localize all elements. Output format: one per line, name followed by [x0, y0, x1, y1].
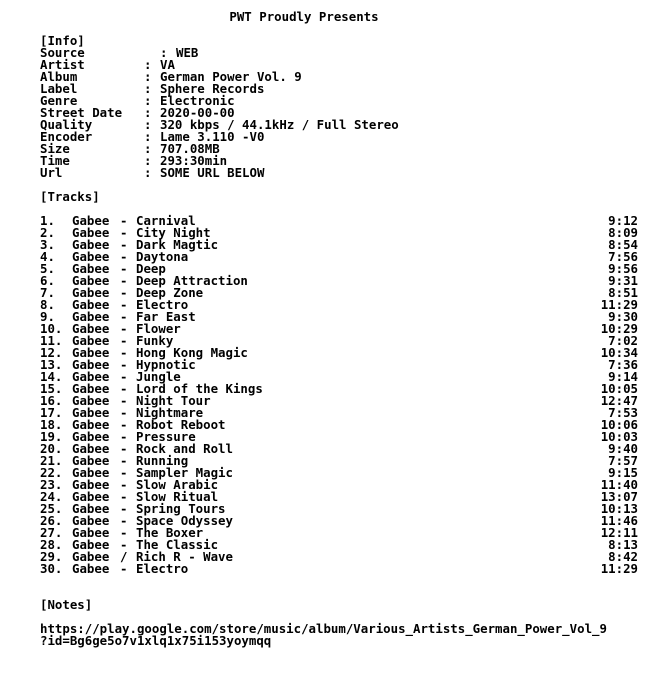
track-title: Rock and Roll [136, 441, 233, 456]
track-number: 30. [40, 561, 63, 576]
track-title: Hong Kong Magic [136, 345, 248, 360]
track-title: Rich R - Wave [136, 549, 233, 564]
track-separator: - [120, 417, 128, 432]
track-title: Dark Magtic [136, 237, 219, 252]
track-number: 1. [40, 213, 55, 228]
track-separator: - [120, 489, 128, 504]
track-artist: Gabee [72, 333, 110, 348]
track-artist: Gabee [72, 237, 110, 252]
track-artist: Gabee [72, 489, 110, 504]
track-separator: - [120, 249, 128, 264]
track-number: 8. [40, 297, 55, 312]
track-number: 10. [40, 321, 63, 336]
track-duration: 11:46 [600, 513, 638, 528]
track-artist: Gabee [72, 249, 110, 264]
track-title: Daytona [136, 249, 189, 264]
track-separator: - [120, 285, 128, 300]
track-artist: Gabee [72, 225, 110, 240]
track-separator: - [120, 393, 128, 408]
track-number: 28. [40, 537, 63, 552]
track-title: Jungle [136, 369, 181, 384]
track-separator: - [120, 321, 128, 336]
track-title: Deep Attraction [136, 273, 248, 288]
track-duration: 7:56 [608, 249, 638, 264]
track-artist: Gabee [72, 465, 110, 480]
track-duration: 12:47 [600, 393, 638, 408]
info-field-value: 293:30min [160, 153, 228, 168]
track-title: Robot Reboot [136, 417, 226, 432]
track-artist: Gabee [72, 321, 110, 336]
info-section-label: [Info] [40, 33, 85, 48]
track-title: Slow Ritual [136, 489, 219, 504]
track-number: 23. [40, 477, 63, 492]
track-duration: 10:29 [600, 321, 638, 336]
track-title: Deep Zone [136, 285, 204, 300]
track-duration: 7:57 [608, 453, 638, 468]
track-number: 27. [40, 525, 63, 540]
track-title: Sampler Magic [136, 465, 233, 480]
track-separator: - [120, 309, 128, 324]
track-artist: Gabee [72, 561, 110, 576]
track-number: 26. [40, 513, 63, 528]
track-duration: 8:42 [608, 549, 638, 564]
track-artist: Gabee [72, 501, 110, 516]
track-title: Pressure [136, 429, 196, 444]
track-number: 16. [40, 393, 63, 408]
track-number: 11. [40, 333, 63, 348]
info-field-separator: : [144, 117, 152, 132]
track-title: Hypnotic [136, 357, 196, 372]
track-separator: - [120, 261, 128, 276]
track-title: Lord of the Kings [136, 381, 263, 396]
track-separator: / [120, 549, 128, 564]
track-separator: - [120, 225, 128, 240]
track-duration: 8:13 [608, 537, 638, 552]
track-artist: Gabee [72, 405, 110, 420]
track-separator: - [120, 297, 128, 312]
info-field-separator: : [144, 165, 152, 180]
track-title: Electro [136, 561, 189, 576]
info-field-separator: : [144, 141, 152, 156]
info-field-separator: : [144, 129, 152, 144]
track-separator: - [120, 453, 128, 468]
track-separator: - [120, 357, 128, 372]
track-artist: Gabee [72, 477, 110, 492]
info-field-value: Sphere Records [160, 81, 265, 96]
track-separator: - [120, 465, 128, 480]
track-artist: Gabee [72, 213, 110, 228]
track-duration: 9:12 [608, 213, 638, 228]
track-duration: 10:05 [600, 381, 638, 396]
info-field-label: Album [40, 69, 78, 84]
page-title: PWT Proudly Presents [229, 9, 379, 24]
info-field-separator: : [144, 57, 152, 72]
track-duration: 9:31 [608, 273, 638, 288]
notes-url-line-1[interactable]: https://play.google.com/store/music/album/Various_Artists_German_Power_Vol_9 [40, 621, 607, 636]
track-duration: 8:09 [608, 225, 638, 240]
info-field-value: 707.08MB [160, 141, 220, 156]
track-artist: Gabee [72, 453, 110, 468]
info-field-label: Source [40, 45, 85, 60]
info-field-label: Size [40, 141, 70, 156]
track-duration: 7:02 [608, 333, 638, 348]
track-title: Spring Tours [136, 501, 226, 516]
info-field-separator: : [160, 45, 168, 60]
track-artist: Gabee [72, 549, 110, 564]
track-duration: 13:07 [600, 489, 638, 504]
track-number: 18. [40, 417, 63, 432]
track-title: Funky [136, 333, 174, 348]
track-separator: - [120, 525, 128, 540]
track-artist: Gabee [72, 537, 110, 552]
track-separator: - [120, 429, 128, 444]
track-number: 5. [40, 261, 55, 276]
track-artist: Gabee [72, 261, 110, 276]
track-artist: Gabee [72, 357, 110, 372]
track-duration: 9:15 [608, 465, 638, 480]
info-field-value: VA [160, 57, 175, 72]
notes-url-line-2[interactable]: ?id=Bg6ge5o7v1xlq1x75i153yoymqq [40, 633, 272, 648]
info-field-separator: : [144, 81, 152, 96]
info-field-value: 2020-00-00 [160, 105, 235, 120]
track-artist: Gabee [72, 273, 110, 288]
track-number: 14. [40, 369, 63, 384]
track-number: 4. [40, 249, 55, 264]
track-title: Slow Arabic [136, 477, 219, 492]
info-field-label: Genre [40, 93, 78, 108]
info-field-separator: : [144, 69, 152, 84]
track-separator: - [120, 537, 128, 552]
info-field-value: WEB [176, 45, 199, 60]
track-separator: - [120, 381, 128, 396]
track-title: Electro [136, 297, 189, 312]
track-artist: Gabee [72, 441, 110, 456]
track-title: Flower [136, 321, 181, 336]
track-number: 17. [40, 405, 63, 420]
track-artist: Gabee [72, 297, 110, 312]
track-number: 22. [40, 465, 63, 480]
info-field-label: Time [40, 153, 70, 168]
info-field-value: 320 kbps / 44.1kHz / Full Stereo [160, 117, 399, 132]
tracks-section-label: [Tracks] [40, 189, 100, 204]
track-separator: - [120, 477, 128, 492]
track-number: 20. [40, 441, 63, 456]
track-duration: 8:54 [608, 237, 638, 252]
track-separator: - [120, 345, 128, 360]
track-title: Running [136, 453, 189, 468]
track-number: 7. [40, 285, 55, 300]
track-duration: 10:13 [600, 501, 638, 516]
track-duration: 10:03 [600, 429, 638, 444]
track-artist: Gabee [72, 417, 110, 432]
track-number: 6. [40, 273, 55, 288]
track-title: City Night [136, 225, 211, 240]
track-title: Deep [136, 261, 166, 276]
track-artist: Gabee [72, 525, 110, 540]
track-number: 19. [40, 429, 63, 444]
track-duration: 8:51 [608, 285, 638, 300]
track-duration: 7:36 [608, 357, 638, 372]
track-duration: 11:29 [600, 297, 638, 312]
track-number: 29. [40, 549, 63, 564]
track-number: 12. [40, 345, 63, 360]
track-duration: 9:30 [608, 309, 638, 324]
track-separator: - [120, 369, 128, 384]
track-artist: Gabee [72, 345, 110, 360]
track-duration: 7:53 [608, 405, 638, 420]
track-title: Nightmare [136, 405, 204, 420]
track-artist: Gabee [72, 309, 110, 324]
track-duration: 10:34 [600, 345, 638, 360]
track-separator: - [120, 273, 128, 288]
track-number: 15. [40, 381, 63, 396]
notes-section-label: [Notes] [40, 597, 93, 612]
info-field-separator: : [144, 93, 152, 108]
track-duration: 10:06 [600, 417, 638, 432]
info-field-value: Lame 3.110 -V0 [160, 129, 265, 144]
track-separator: - [120, 513, 128, 528]
info-field-value: SOME URL BELOW [160, 165, 265, 180]
track-duration: 9:56 [608, 261, 638, 276]
info-field-label: Quality [40, 117, 93, 132]
track-title: Carnival [136, 213, 196, 228]
track-title: Far East [136, 309, 196, 324]
info-field-separator: : [144, 153, 152, 168]
track-title: Space Odyssey [136, 513, 233, 528]
track-artist: Gabee [72, 369, 110, 384]
info-field-label: Encoder [40, 129, 93, 144]
info-field-label: Artist [40, 57, 85, 72]
track-artist: Gabee [72, 393, 110, 408]
info-field-label: Street Date [40, 105, 123, 120]
track-artist: Gabee [72, 381, 110, 396]
track-duration: 12:11 [600, 525, 638, 540]
track-duration: 11:40 [600, 477, 638, 492]
track-number: 13. [40, 357, 63, 372]
track-separator: - [120, 237, 128, 252]
track-duration: 11:29 [600, 561, 638, 576]
info-field-value: Electronic [160, 93, 235, 108]
track-number: 24. [40, 489, 63, 504]
track-number: 25. [40, 501, 63, 516]
track-duration: 9:14 [608, 369, 638, 384]
track-title: The Classic [136, 537, 219, 552]
track-number: 3. [40, 237, 55, 252]
info-field-separator: : [144, 105, 152, 120]
track-title: The Boxer [136, 525, 204, 540]
track-artist: Gabee [72, 429, 110, 444]
track-separator: - [120, 405, 128, 420]
info-field-value: German Power Vol. 9 [160, 69, 302, 84]
track-separator: - [120, 441, 128, 456]
track-separator: - [120, 213, 128, 228]
track-duration: 9:40 [608, 441, 638, 456]
track-separator: - [120, 333, 128, 348]
track-number: 21. [40, 453, 63, 468]
track-number: 2. [40, 225, 55, 240]
info-field-label: Url [40, 165, 63, 180]
track-separator: - [120, 501, 128, 516]
track-artist: Gabee [72, 513, 110, 528]
track-number: 9. [40, 309, 55, 324]
track-separator: - [120, 561, 128, 576]
track-artist: Gabee [72, 285, 110, 300]
info-field-label: Label [40, 81, 78, 96]
track-title: Night Tour [136, 393, 211, 408]
